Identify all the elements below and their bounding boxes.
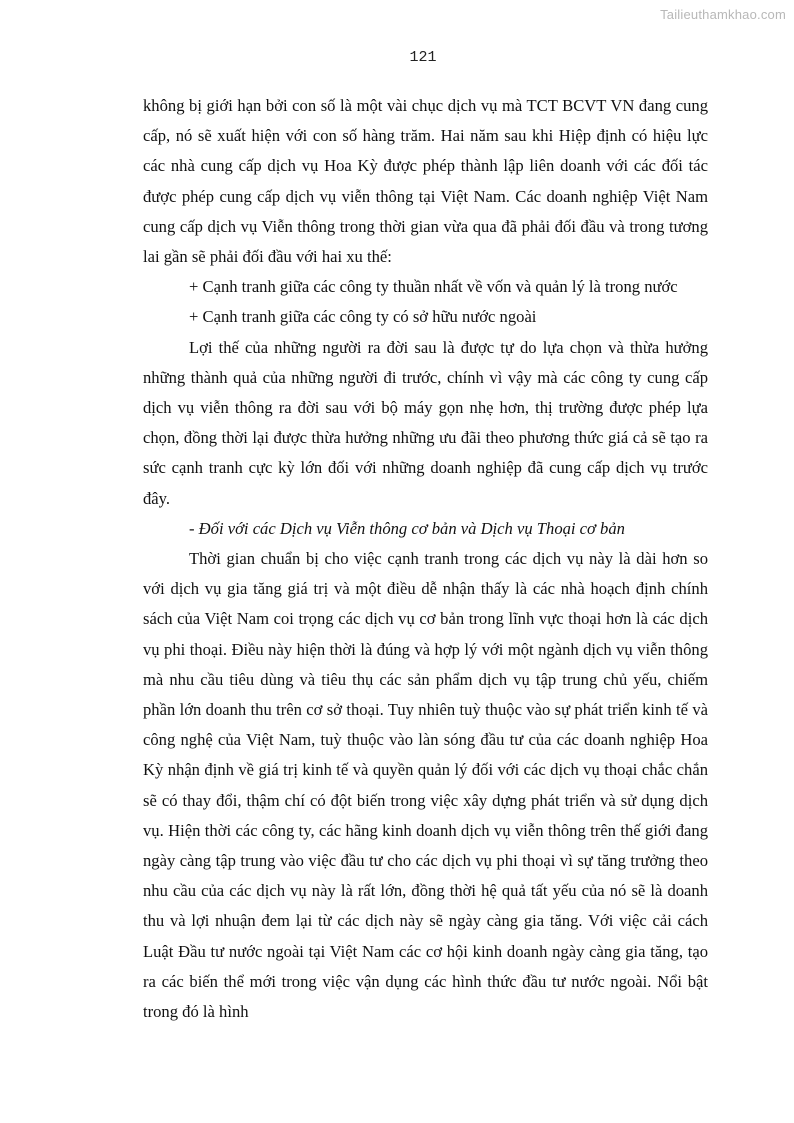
section-heading-basic-services: - Đối với các Dịch vụ Viễn thông cơ bản và Dịch vụ Thoại cơ bản bbox=[189, 518, 625, 538]
page-number: 121 bbox=[409, 49, 437, 66]
bullet-domestic-competition: + Cạnh tranh giữa các công ty thuần nhất về vốn và quản lý là trong nước bbox=[189, 277, 678, 297]
paragraph-continuation: không bị giới hạn bởi con số là một vài chục dịch vụ mà TCT BCVT VN đang cung cấp, nó sẽ xuất hiện với con số hàng trăm. Hai năm sau khi Hiệp định có hiệu lực các nhà cung cấp dịch vụ Hoa Kỳ được phép thành lập liên doanh với các đối tác được phép cung cấp dịch vụ viễn thông tại Việt Nam. Các doanh nghiệp Việt Nam cung cấp dịch vụ Viễn thông trong thời gian vừa qua đã phải đối đầu và trong tương lai gần sẽ phải đối đầu với hai xu thế: bbox=[143, 96, 708, 267]
site-watermark: Tailieuthamkhao.com bbox=[660, 7, 786, 22]
paragraph-basic-services: Thời gian chuẩn bị cho việc cạnh tranh trong các dịch vụ này là dài hơn so với dịch vụ gia tăng giá trị và một điều dễ nhận thấy là các nhà hoạch định chính sách của Việt Nam coi trọng các dịch vụ cơ bản trong lĩnh vực thoại hơn là các dịch vụ phi thoại. Điều này hiện thời là đúng và hợp lý với một ngành dịch vụ viễn thông mà nhu cầu tiêu dùng và tiêu thụ các sản phẩm dịch vụ tập trung chủ yếu, chiếm phần lớn doanh thu trên cơ sở thoại. Tuy nhiên tuỳ thuộc vào sự phát triển kinh tế và công nghệ của Việt Nam, tuỳ thuộc vào làn sóng đầu tư của các doanh nghiệp Hoa Kỳ nhận định về giá trị kinh tế và quyền quản lý đối với các dịch vụ thoại chắc chắn sẽ có thay đổi, thậm chí có đột biến trong việc xây dựng phát triển và sử dụng dịch vụ. Hiện thời các công ty, các hãng kinh doanh dịch vụ viễn thông trên thế giới đang ngày càng tập trung vào việc đầu tư cho các dịch vụ phi thoại vì sự tăng trưởng theo nhu cầu của các dịch vụ này là rất lớn, đồng thời hệ quả tất yếu của nó sẽ là doanh thu và lợi nhuận đem lại từ các dịch này sẽ ngày càng gia tăng. Với việc cải cách Luật Đầu tư nước ngoài tại Việt Nam các cơ hội kinh doanh ngày càng gia tăng, tạo ra các biến thể mới trong việc vận dụng các hình thức đầu tư nước ngoài. Nổi bật trong đó là hình bbox=[143, 549, 708, 1022]
document-body bbox=[143, 91, 708, 1027]
bullet-foreign-competition: + Cạnh tranh giữa các công ty có sở hữu nước ngoài bbox=[189, 307, 537, 327]
paragraph-late-entrant-advantage: Lợi thế của những người ra đời sau là được tự do lựa chọn và thừa hưởng những thành quả của những người đi trước, chính vì vậy mà các công ty cung cấp dịch vụ viễn thông ra đời sau với bộ máy gọn nhẹ hơn, thị trường được phép lựa chọn, đồng thời lại được thừa hưởng những ưu đãi theo phương thức giá cả sẽ tạo ra sức cạnh tranh cực kỳ lớn đối với những doanh nghiệp đã cung cấp dịch vụ trước đây. bbox=[143, 337, 708, 508]
